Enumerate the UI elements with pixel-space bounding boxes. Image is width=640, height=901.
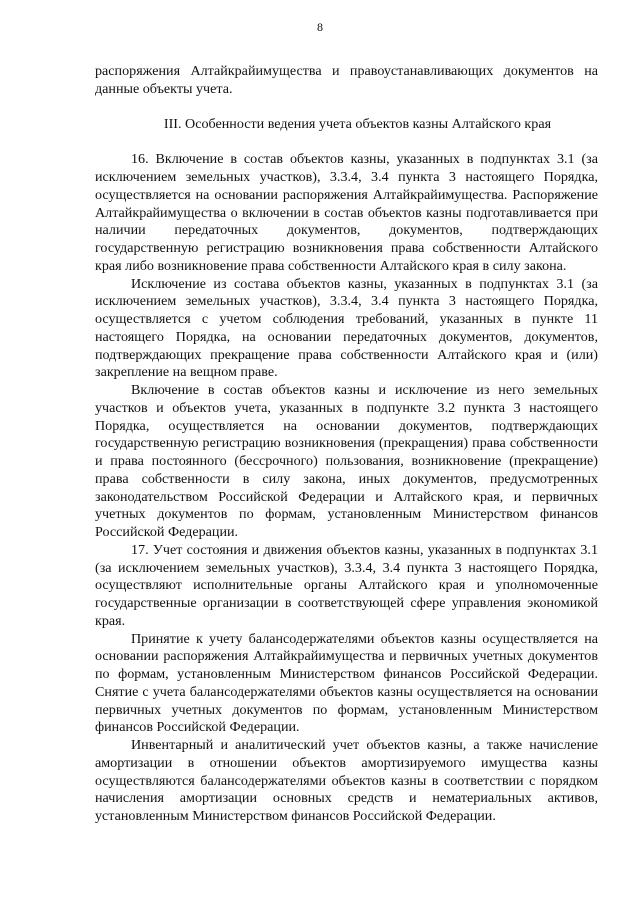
paragraph-inventory: Инвентарный и аналитический учет объектов казны, а также начисление амортизации в отношении объектов амортизируемого имущества казны осуществляются балансодержателями объектов казны в соответствии с порядком начисления амортизации основных средств и нематериальных активов, установленным Министерством финансов Российской Федерации. (95, 737, 598, 824)
paragraph-item-16: 16. Включение в состав объектов казны, указанных в подпунктах 3.1 (за исключением земельных участков), 3.3.4, 3.4 пункта 3 настоящего Порядка, осуществляется на основании распоряжения Алтайкрайимущества. Распоряжение Алтайкрайимущества о включении в состав объектов казны подготавливается при наличии передаточных документов, документов, подтверждающих государственную регистрацию возникновения права собственности Алтайского края либо возникновение права собственности Алтайского края в силу закона. (95, 151, 598, 274)
paragraph-land-plots: Включение в состав объектов казны и исключение из него земельных участков и объектов учета, указанных в подпункте 3.2 пункта 3 настоящего Порядка, осуществляется на основании документов, подтверждающих государственную регистрацию возникновения (прекращения) права собственности и права постоянного (бессрочного) пользования, возникновение (прекращение) права собственности в силу закона, иных документов, предусмотренных законодательством Российской Федерации и Алтайского края, и первичных учетных документов по формам, установленным Министерством финансов Российской Федерации. (95, 382, 598, 540)
paragraph-acceptance: Принятие к учету балансодержателями объектов казны осуществляется на основании распоряжения Алтайкрайимущества и первичных учетных документов по формам, установленным Министерством финансов Российской Федерации. Снятие с учета балансодержателями объектов казны осуществляется на основании первичных учетных документов по формам, установленным Министерством финансов Российской Федерации. (95, 630, 598, 736)
paragraph-exclusion: Исключение из состава объектов казны, указанных в подпунктах 3.1 (за исключением земельных участков), 3.3.4, 3.4 пункта 3 настоящего Порядка, осуществляется с учетом соблюдения требований, указанных в пункте 11 настоящего Порядка, на основании передаточных документов, документов, подтверждающих прекращение права собственности Алтайского края и (или) закрепление на вещном праве. (95, 275, 598, 381)
paragraph-item-17: 17. Учет состояния и движения объектов казны, указанных в подпунктах 3.1 (за исключением земельных участков), 3.3.4, 3.4 пункта 3 настоящего Порядка, осуществляют исполнительные органы Алтайского края и уполномоченные государственные организации в соответствующей сфере управления экономикой края. (95, 541, 598, 629)
section-heading: III. Особенности ведения учета объектов казны Алтайского края (163, 115, 552, 132)
document-body (95, 63, 598, 826)
paragraph-continuation: распоряжения Алтайкрайимущества и правоустанавливающих документов на данные объекты учета. (95, 63, 598, 97)
page-number: 8 (317, 20, 323, 34)
